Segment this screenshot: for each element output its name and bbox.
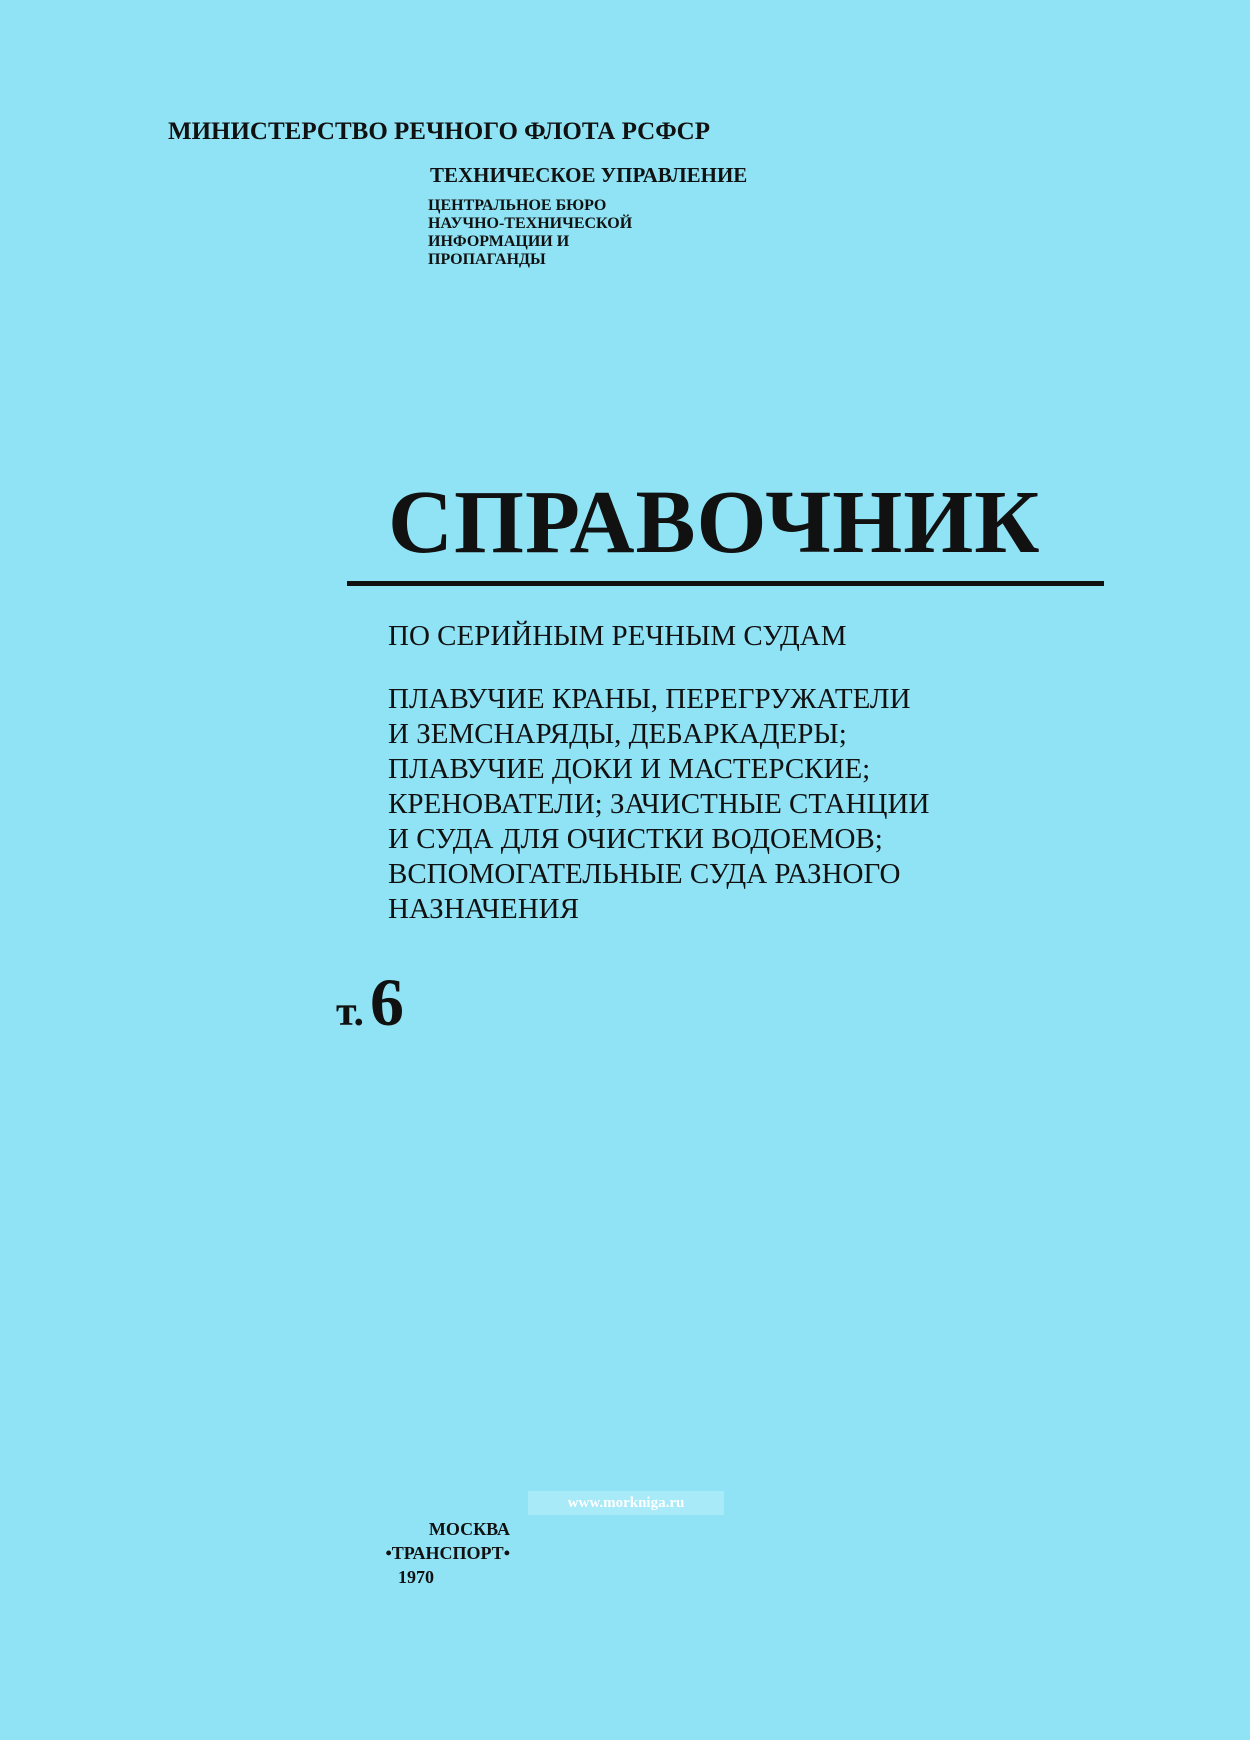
watermark: www.morkniga.ru	[528, 1491, 724, 1515]
bureau-line: ИНФОРМАЦИИ И	[428, 233, 570, 250]
volume-label	[336, 964, 404, 1040]
department-name: ТЕХНИЧЕСКОЕ УПРАВЛЕНИЕ	[430, 163, 748, 187]
publisher-city: МОСКВА	[428, 1519, 510, 1539]
bureau-block	[428, 197, 632, 269]
book-title: СПРАВОЧНИК	[388, 473, 1041, 572]
publisher-name: •ТРАНСПОРТ•	[385, 1543, 510, 1563]
book-subtitle: ПО СЕРИЙНЫМ РЕЧНЫМ СУДАМ	[388, 620, 847, 652]
bureau-line: НАУЧНО-ТЕХНИЧЕСКОЙ	[428, 215, 633, 232]
contents-line: И ЗЕМСНАРЯДЫ, ДЕБАРКАДЕРЫ;	[388, 718, 847, 750]
contents-line: ПЛАВУЧИЕ ДОКИ И МАСТЕРСКИЕ;	[388, 753, 871, 785]
publisher-block	[260, 1517, 510, 1589]
bureau-line: ПРОПАГАНДЫ	[428, 251, 546, 268]
volume-prefix: т.	[336, 989, 364, 1035]
contents-line: КРЕНОВАТЕЛИ; ЗАЧИСТНЫЕ СТАНЦИИ	[388, 788, 930, 820]
contents-line: ВСПОМОГАТЕЛЬНЫЕ СУДА РАЗНОГО	[388, 858, 901, 890]
title-underline	[347, 581, 1104, 586]
bureau-line: ЦЕНТРАЛЬНОЕ БЮРО	[428, 197, 607, 214]
contents-block	[388, 682, 929, 927]
volume-number: 6	[369, 964, 404, 1040]
contents-line: ПЛАВУЧИЕ КРАНЫ, ПЕРЕГРУЖАТЕЛИ	[388, 683, 911, 715]
publication-year: 1970	[398, 1567, 434, 1587]
contents-line: И СУДА ДЛЯ ОЧИСТКИ ВОДОЕМОВ;	[388, 823, 883, 855]
ministry-name: МИНИСТЕРСТВО РЕЧНОГО ФЛОТА РСФСР	[168, 118, 711, 145]
contents-line: НАЗНАЧЕНИЯ	[388, 893, 579, 925]
